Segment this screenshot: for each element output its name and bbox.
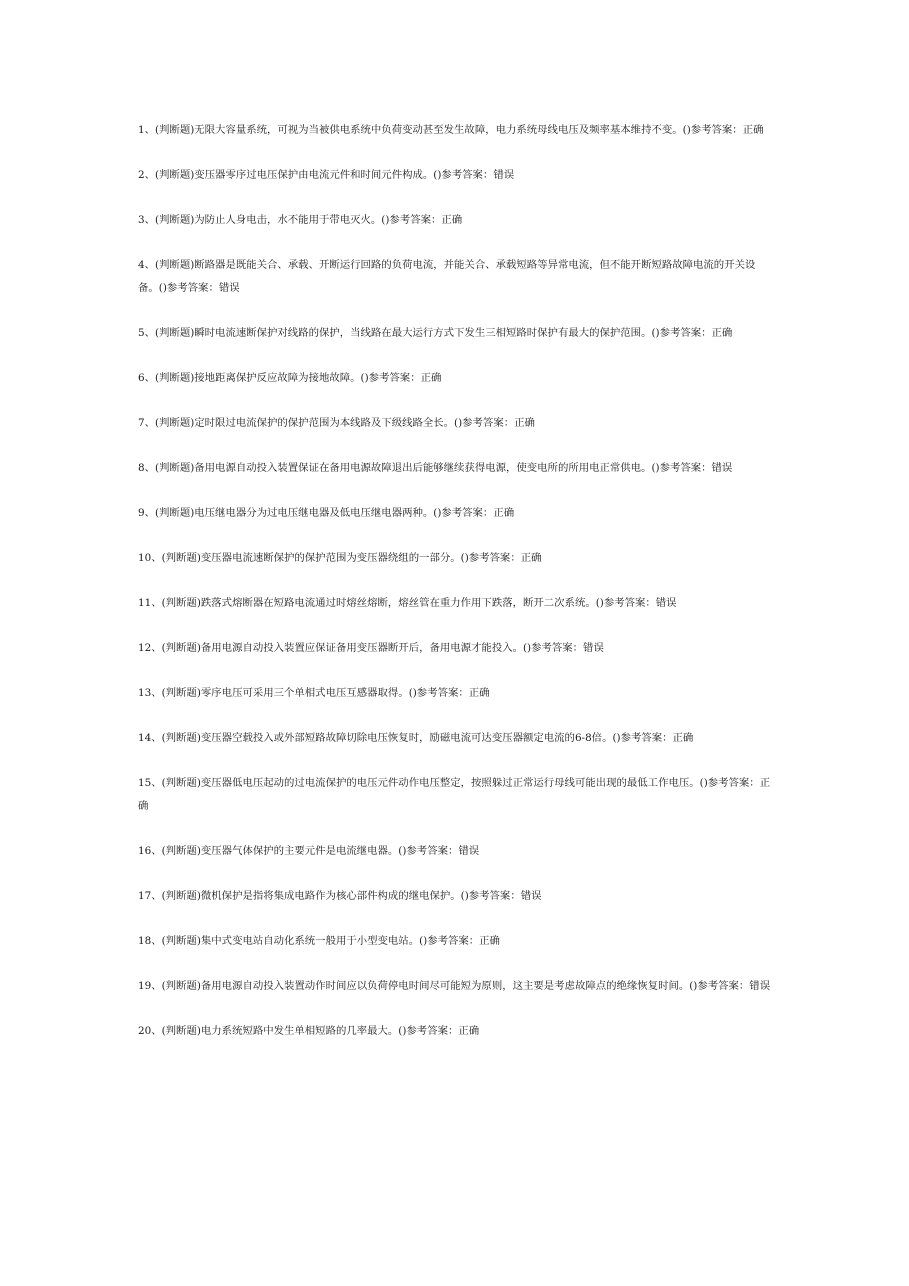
question-item: 16、(判断题)变压器气体保护的主要元件是电流继电器。()参考答案：错误 xyxy=(138,845,480,857)
question-item: 17、(判断题)微机保护是指将集成电路作为核心部件构成的继电保护。()参考答案：错误 xyxy=(138,890,542,902)
question-item: 2、(判断题)变压器零序过电压保护由电流元件和时间元件构成。()参考答案：错误 xyxy=(138,169,515,181)
question-item: 18、(判断题)集中式变电站自动化系统一般用于小型变电站。()参考答案：正确 xyxy=(138,935,500,947)
question-item: 8、(判断题)备用电源自动投入装置保证在备用电源故障退出后能够继续获得电源，使变电所的所用电正常供电。()参考答案：错误 xyxy=(138,462,733,474)
question-item: 5、(判断题)瞬时电流速断保护对线路的保护，当线路在最大运行方式下发生三相短路时保护有最大的保护范围。()参考答案：正确 xyxy=(138,327,733,339)
question-item: 10、(判断题)变压器电流速断保护的保护范围为变压器绕组的一部分。()参考答案：正确 xyxy=(138,552,542,564)
question-item: 9、(判断题)电压继电器分为过电压继电器及低电压继电器两种。()参考答案：正确 xyxy=(138,507,515,519)
question-item: 6、(判断题)接地距离保护反应故障为接地故障。()参考答案：正确 xyxy=(138,372,442,384)
question-item: 15、(判断题)变压器低电压起动的过电流保护的电压元件动作电压整定，按照躲过正常运行母线可能出现的最低工作电压。()参考答案：正确 xyxy=(138,777,771,812)
question-item: 1、(判断题)无限大容量系统，可视为当被供电系统中负荷变动甚至发生故障，电力系统母线电压及频率基本维持不变。()参考答案：正确 xyxy=(138,124,764,136)
question-item: 19、(判断题)备用电源自动投入装置动作时间应以负荷停电时间尽可能短为原则，这主要是考虑故障点的绝缘恢复时间。()参考答案：错误 xyxy=(138,980,771,992)
question-list xyxy=(138,119,774,1065)
question-item: 3、(判断题)为防止人身电击，水不能用于带电灭火。()参考答案：正确 xyxy=(138,214,463,226)
question-item: 11、(判断题)跌落式熔断器在短路电流通过时熔丝熔断，熔丝管在重力作用下跌落，断开二次系统。()参考答案：错误 xyxy=(138,597,677,609)
question-item: 7、(判断题)定时限过电流保护的保护范围为本线路及下级线路全长。()参考答案：正确 xyxy=(138,417,535,429)
question-item: 20、(判断题)电力系统短路中发生单相短路的几率最大。()参考答案：正确 xyxy=(138,1025,480,1037)
question-item: 14、(判断题)变压器空载投入或外部短路故障切除电压恢复时，励磁电流可达变压器额定电流的6-8倍。()参考答案：正确 xyxy=(138,732,694,744)
question-item: 12、(判断题)备用电源自动投入装置应保证备用变压器断开后，备用电源才能投入。()参考答案：错误 xyxy=(138,642,604,654)
question-item: 4、(判断题)断路器是既能关合、承载、开断运行回路的负荷电流，并能关合、承载短路等异常电流，但不能开断短路故障电流的开关设备。()参考答案：错误 xyxy=(138,259,756,294)
question-item: 13、(判断题)零序电压可采用三个单相式电压互感器取得。()参考答案：正确 xyxy=(138,687,490,699)
